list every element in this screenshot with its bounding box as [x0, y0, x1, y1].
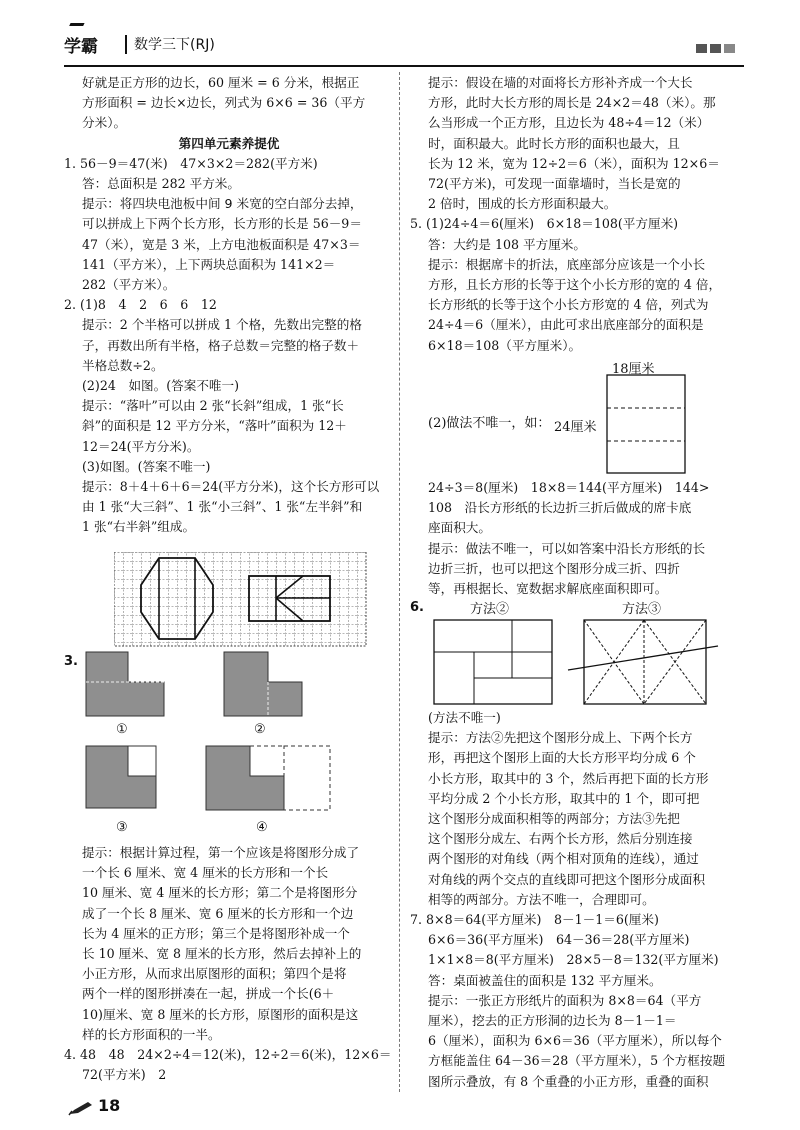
q6-label: 6. — [410, 600, 424, 615]
text-line: 1×1×8＝8(平方厘米) 28×5－8＝132(平方厘米) — [428, 952, 719, 968]
text-line: 108 沿长方形纸的长边折三折后做成的席卡底 — [428, 500, 692, 516]
pen-icon — [68, 1100, 94, 1116]
text-line: 斜”的面积是 12 平方分米，“落叶”面积为 12＋ — [82, 418, 347, 434]
text-line: 等，再根据长、宽数据求解底座面积即可。 — [428, 581, 668, 597]
page-number: 18 — [98, 1096, 121, 1115]
text-line: 7. 8×8＝64(平方厘米) 8－1－1＝6(厘米) — [410, 912, 659, 928]
left-column — [64, 73, 394, 538]
text-line: 长为 12 米，宽为 12÷2＝6（米），面积为 12×6＝ — [428, 155, 720, 171]
text-line: 样的长方形面积的一半。 — [82, 1026, 221, 1042]
intro-block — [64, 73, 394, 134]
text-line: 24÷4＝6（厘米），由此可求出底座部分的面积是 — [428, 317, 704, 333]
text-line: 长为 4 厘米的正方形；第三个是将图形补成一个 — [82, 925, 350, 941]
text-line: 好就是正方形的边长，60 厘米 = 6 分米，根据正 — [82, 75, 360, 90]
text-line: 提示：根据计算过程，第一个应该是将图形分成了 — [82, 845, 360, 860]
q6-method3-figure — [568, 620, 718, 704]
subject-title: 数学三下(RJ) — [134, 37, 215, 53]
text-line: 6×18＝108（平方厘米）。 — [428, 337, 582, 353]
q6-text — [410, 708, 746, 1092]
text-line: 小长方形，取其中的 3 个，然后再把下面的长方形 — [428, 770, 709, 786]
text-line: (2)24 如图。(答案不唯一) — [82, 378, 240, 394]
q3-figure-1 — [86, 652, 164, 716]
q3-hint — [64, 843, 394, 1085]
text-line: 半格总数÷2。 — [82, 357, 164, 373]
text-line: 相等的两部分。方法不唯一，合理即可。 — [428, 891, 655, 907]
q3-figures — [84, 650, 344, 840]
q3-figure-4 — [206, 746, 330, 810]
text-line: 12＝24(平方分米)。 — [82, 438, 200, 454]
q5-fig-left-label: 24厘米 — [554, 420, 597, 435]
text-line: 可以拼成上下两个长方形，长方形的长是 56－9＝ — [82, 216, 362, 232]
q5-fig-top-label: 18厘米 — [612, 362, 655, 377]
text-line: 2 倍时，围成的长方形面积最大。 — [428, 196, 617, 212]
text-line: 47（米），宽是 3 米，上方电池板面积是 47×3＝ — [82, 236, 361, 252]
text-line: 1 张“右半斜”组成。 — [82, 519, 196, 535]
text-line: 时，面积最大。此时长方形的面积也最大，且 — [428, 135, 680, 151]
text-line: 方框能盖住 64－36＝28（平方厘米），5 个方框按题 — [428, 1053, 726, 1069]
header-square-icon — [696, 44, 707, 53]
header-square-icon — [724, 44, 735, 53]
text-line: 对角线的两个交点的直线即可把这个图形分成面积 — [428, 871, 706, 887]
text-line: 4. 48 48 24×2÷4＝12(米)，12÷2＝6(米)，12×6＝ — [64, 1047, 392, 1063]
text-line: (方法不唯一) — [428, 710, 501, 725]
q6-method2-figure — [434, 620, 552, 704]
text-line: 一个长 6 厘米、宽 4 厘米的长方形和一个长 — [82, 865, 329, 881]
text-line: 小正方形，从而求出原图形的面积；第四个是将 — [82, 966, 347, 982]
q3-circle-2: ② — [254, 722, 266, 737]
text-line: 方形，且长方形的长等于这个小长方形的宽的 4 倍， — [428, 277, 722, 293]
q3-figure-2 — [224, 652, 302, 716]
header-divider — [125, 35, 127, 54]
text-line: 6×6＝36(平方厘米) 64－36＝28(平方厘米) — [428, 932, 690, 948]
text-line: 提示：假设在墙的对面将长方形补齐成一个大长 — [428, 75, 693, 90]
text-line: 答：大约是 108 平方厘米。 — [428, 236, 586, 252]
text-line: 形，再把这个图形上面的大长方形平均分成 6 个 — [428, 750, 696, 766]
q3-figure-3 — [86, 746, 156, 808]
text-line: 提示：“落叶”可以由 2 张“长斜”组成，1 张“长 — [82, 398, 344, 414]
text-line: 提示：根据席卡的折法，底座部分应该是一个小长 — [428, 256, 706, 272]
column-divider — [399, 72, 400, 1092]
q5-part2-text: (2)做法不唯一，如： — [428, 416, 551, 431]
text-line: 方形，此时大长方形的周长是 24×2＝48（米）。那 — [428, 95, 716, 111]
text-line: 提示：方法②先把这个图形分成上、下两个长方 — [428, 730, 693, 746]
text-line: 10 厘米、宽 4 厘米的长方形；第二个是将图形分 — [82, 885, 358, 901]
text-line: 141（平方米），上下两块总面积为 141×2＝ — [82, 256, 336, 272]
header-square-icon — [710, 44, 721, 53]
page-header — [64, 30, 744, 64]
text-line: 24÷3＝8(厘米) 18×8＝144(平方厘米) 144> — [428, 480, 710, 495]
question-2 — [64, 295, 394, 537]
text-line: 这个图形分成面积相等的两部分；方法③先把 — [428, 811, 680, 827]
text-line: 72(平方米)，可发现一面靠墙时，当长是宽的 — [428, 176, 681, 192]
text-line: 座面积大。 — [428, 520, 491, 536]
text-line: 长 10 厘米、宽 8 厘米的长方形，然后去掉补上的 — [82, 946, 362, 962]
text-line: 提示：将四块电池板中间 9 米宽的空白部分去掉， — [82, 196, 363, 212]
text-line: 方形面积 = 边长×边长，列式为 6×6 = 36（平方 — [82, 95, 366, 111]
text-line: (3)如图。(答案不唯一) — [82, 458, 211, 474]
text-line: 图所示叠放，有 8 个重叠的小正方形，重叠的面积 — [428, 1073, 709, 1089]
q2-grid-figure — [114, 552, 368, 648]
text-line: 长方形纸的长等于这个小长方形宽的 4 倍，列式为 — [428, 297, 709, 313]
text-line: 两个图形的对角线（两个相对顶角的连线），通过 — [428, 851, 699, 867]
q3-label: 3. — [64, 654, 78, 669]
graduation-cap-icon — [65, 23, 84, 34]
text-line: 6（厘米），面积为 6×6＝36（平方厘米），所以每个 — [428, 1033, 722, 1049]
right-column — [410, 73, 746, 356]
q6-method3-label: 方法③ — [622, 602, 662, 617]
text-line: 这个图形分成左、右两个长方形，然后分别连接 — [428, 831, 693, 847]
text-line: 5. (1)24÷4＝6(厘米) 6×18＝108(平方厘米) — [410, 216, 679, 232]
header-rule — [64, 65, 744, 67]
text-line: 么当形成一个正方形，且边长为 48÷4＝12（米） — [428, 115, 710, 131]
q5-more — [428, 478, 744, 599]
text-line: 提示：2 个半格可以拼成 1 个格，先数出完整的格 — [82, 317, 362, 333]
text-line: 答：桌面被盖住的面积是 132 平方厘米。 — [428, 972, 662, 988]
text-line: 1. 56－9＝47(米) 47×3×2＝282(平方米) — [64, 155, 318, 171]
text-line: 答：总面积是 282 平方米。 — [82, 176, 240, 192]
text-line: 10)厘米、宽 8 厘米的长方形，原图形的面积是这 — [82, 1006, 359, 1022]
text-line: 成了一个长 8 厘米、宽 6 厘米的长方形和一个边 — [82, 905, 354, 921]
text-line: 提示：8＋4＋6＋6＝24(平方分米)，这个长方形可以 — [82, 479, 380, 495]
logo: 学霸 — [64, 32, 98, 57]
text-line: 边折三折，也可以把这个图形分成三折、四折 — [428, 560, 680, 576]
q6-method2-label: 方法② — [470, 602, 510, 617]
question-1 — [64, 154, 394, 295]
q3-circle-4: ④ — [256, 820, 268, 835]
q6-figures — [432, 616, 732, 708]
text-line: 子，再数出所有半格，格子总数＝完整的格子数＋ — [82, 337, 360, 353]
text-line: 2. (1)8 4 2 6 6 12 — [64, 297, 217, 313]
text-line: 分米）。 — [82, 115, 127, 131]
text-line: 提示：一张正方形纸片的面积为 8×8＝64（平方 — [428, 992, 702, 1008]
q5-paper-figure — [606, 374, 688, 476]
text-line: 282（平方米）。 — [82, 277, 176, 293]
q3-circle-3: ③ — [116, 820, 128, 835]
text-line: 72(平方米) 2 — [82, 1067, 167, 1083]
text-line: 厘米），挖去的正方形洞的边长为 8－1－1＝ — [428, 1013, 677, 1029]
text-line: 两个一样的图形拼凑在一起，拼成一个长(6＋ — [82, 986, 335, 1002]
text-line: 提示：做法不唯一，可以如答案中沿长方形纸的长 — [428, 540, 706, 556]
text-line: 平均分成 2 个小长方形，取其中的 1 个，即可把 — [428, 790, 700, 806]
section-title: 第四单元素养提优 — [178, 135, 280, 151]
text-line: 由 1 张“大三斜”、1 张“小三斜”、1 张“左半斜”和 — [82, 499, 363, 515]
q3-circle-1: ① — [116, 722, 128, 737]
